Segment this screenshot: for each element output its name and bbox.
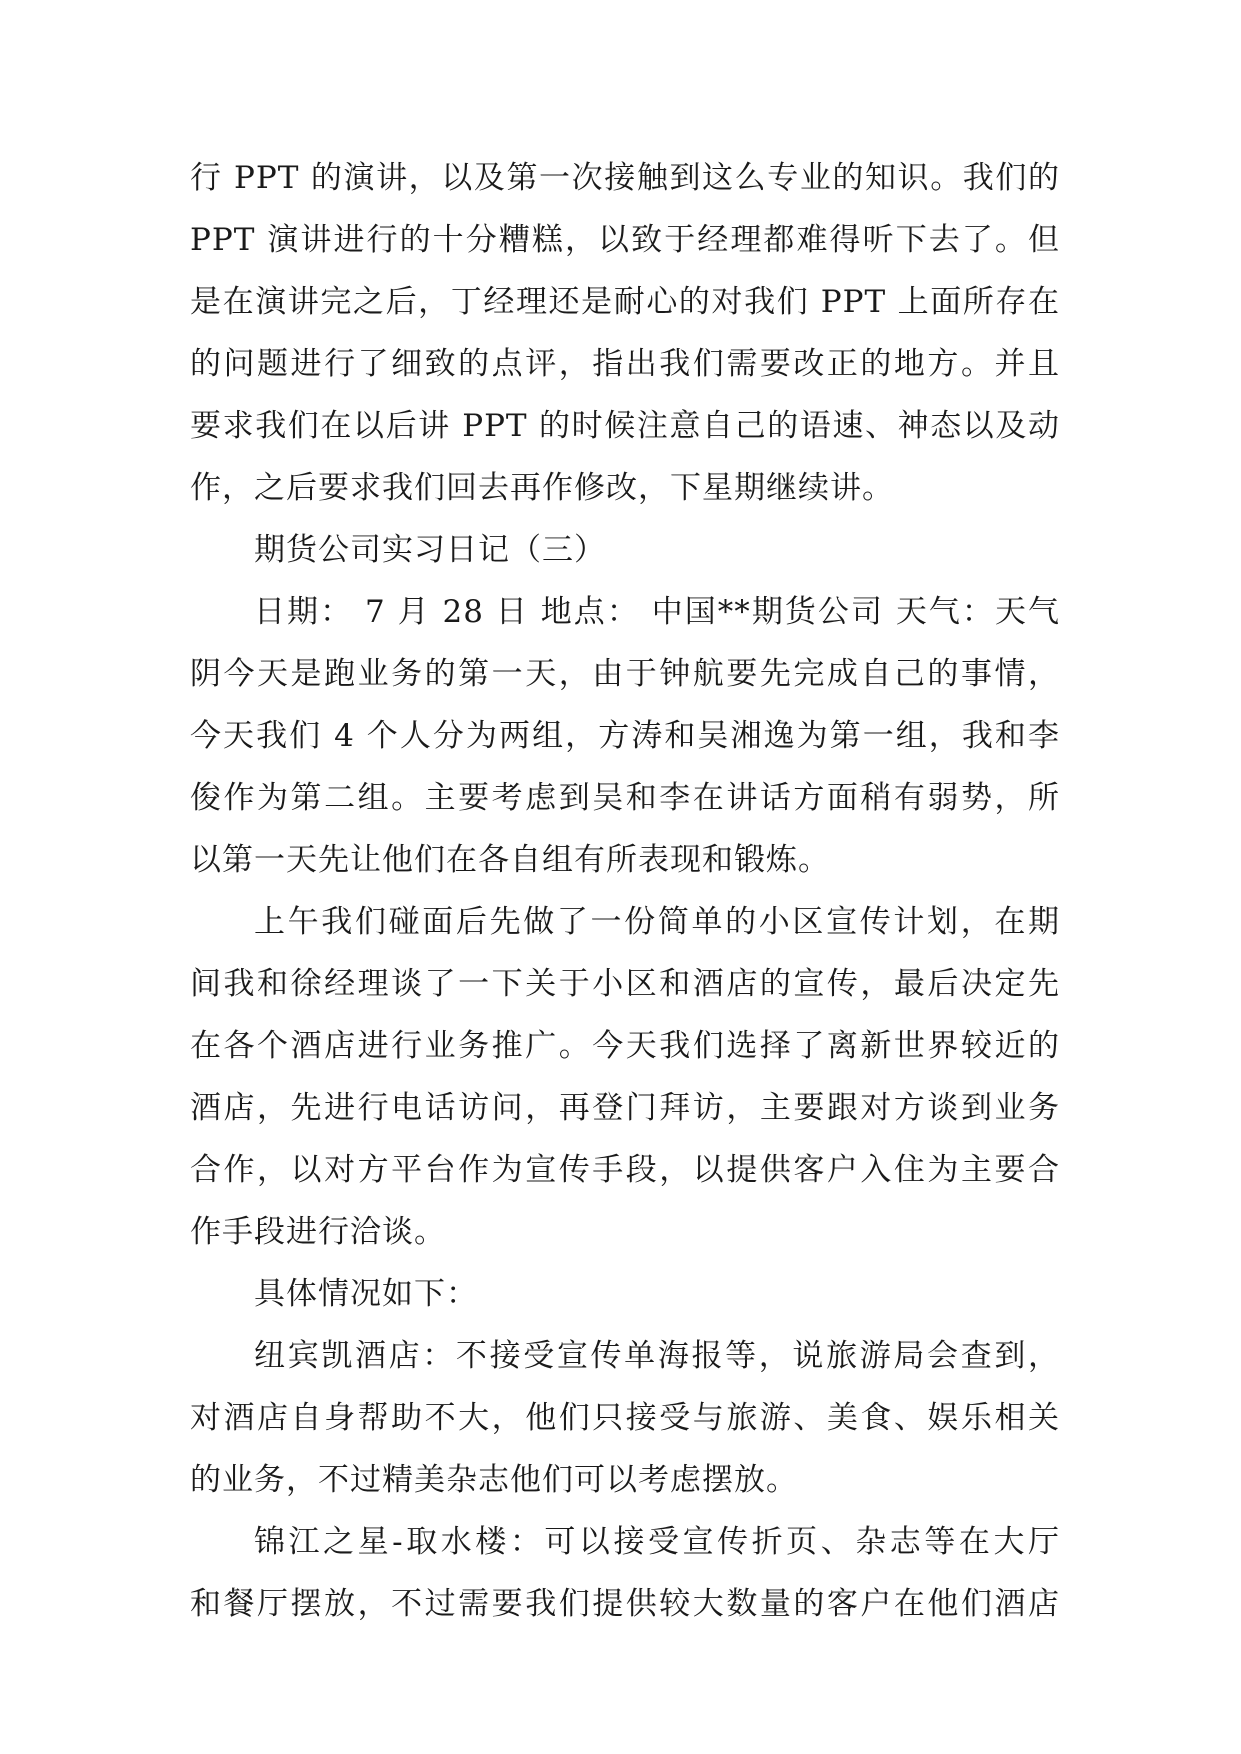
text-line: 作手段进行洽谈。 (190, 1214, 446, 1250)
text-line: 具体情况如下： (254, 1276, 478, 1312)
text-line: 在各个酒店进行业务推广。今天我们选择了离新世界较近的 (190, 1028, 1060, 1064)
text-line: 纽宾凯酒店：不接受宣传单海报等，说旅游局会查到， (254, 1338, 1060, 1374)
text-line: 合作，以对方平台作为宣传手段，以提供客户入住为主要合 (190, 1152, 1060, 1188)
text-line: 的业务，不过精美杂志他们可以考虑摆放。 (190, 1462, 798, 1498)
text-line: 对酒店自身帮助不大，他们只接受与旅游、美食、娱乐相关 (190, 1400, 1060, 1436)
text-line: 俊作为第二组。主要考虑到吴和李在讲话方面稍有弱势，所 (190, 780, 1060, 816)
text-line: 间我和徐经理谈了一下关于小区和酒店的宣传，最后决定先 (190, 966, 1060, 1002)
text-line: 阴今天是跑业务的第一天，由于钟航要先完成自己的事情， (190, 656, 1060, 692)
text-line: 锦江之星-取水楼：可以接受宣传折页、杂志等在大厅 (254, 1524, 1060, 1560)
text-line: 是在演讲完之后，丁经理还是耐心的对我们 PPT 上面所存在 (190, 284, 1060, 320)
text-line: 上午我们碰面后先做了一份简单的小区宣传计划，在期 (254, 904, 1060, 940)
text-line: 以第一天先让他们在各自组有所表现和锻炼。 (190, 842, 830, 878)
text-line: PPT 演讲进行的十分糟糕，以致于经理都难得听下去了。但 (190, 222, 1060, 258)
text-line: 酒店，先进行电话访问，再登门拜访，主要跟对方谈到业务 (190, 1090, 1060, 1126)
section-heading: 期货公司实习日记（三） (254, 532, 606, 568)
text-line: 作，之后要求我们回去再作修改，下星期继续讲。 (190, 470, 894, 506)
text-line: 的问题进行了细致的点评，指出我们需要改正的地方。并且 (190, 346, 1060, 382)
text-line: 日期： 7 月 28 日 地点： 中国**期货公司 天气：天气 (254, 594, 1060, 630)
text-line: 今天我们 4 个人分为两组，方涛和吴湘逸为第一组，我和李 (190, 718, 1060, 754)
text-line: 要求我们在以后讲 PPT 的时候注意自己的语速、神态以及动 (190, 408, 1060, 444)
text-line: 行 PPT 的演讲，以及第一次接触到这么专业的知识。我们的 (190, 160, 1060, 196)
text-line: 和餐厅摆放，不过需要我们提供较大数量的客户在他们酒店 (190, 1586, 1060, 1622)
